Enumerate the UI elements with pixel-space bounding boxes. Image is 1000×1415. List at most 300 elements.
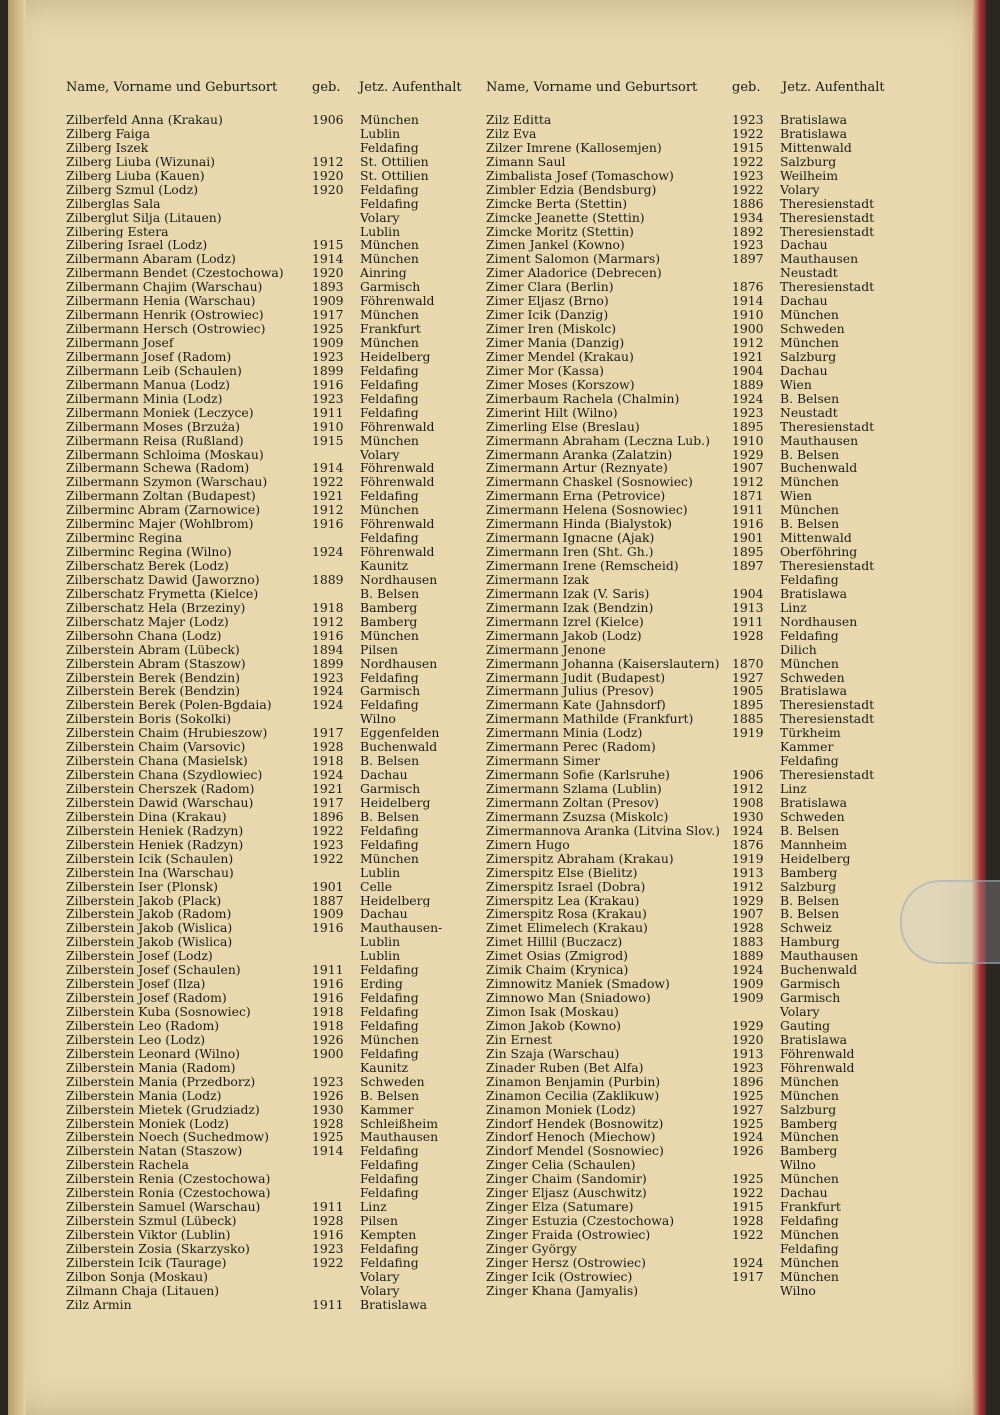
entry-name: Zimerspitz Else (Bielitz) xyxy=(486,865,638,880)
entry-name: Zimermann Simer xyxy=(486,754,601,769)
list-item xyxy=(66,754,466,768)
entry-residence: Garmisch xyxy=(360,280,421,295)
list-item xyxy=(486,796,886,810)
left-column xyxy=(66,113,466,1312)
entry-residence: Buchenwald xyxy=(780,963,858,978)
entry-residence: Schleißheim xyxy=(360,1116,438,1131)
entry-name: Zimermann Izak (V. Saris) xyxy=(486,586,650,601)
entry-residence: München xyxy=(360,503,419,518)
entry-year: 1876 xyxy=(732,280,764,295)
entry-year: 1928 xyxy=(732,628,764,643)
list-item xyxy=(486,601,886,615)
entry-name: Zimermann Abraham (Leczna Lub.) xyxy=(486,433,710,448)
entry-year xyxy=(732,1242,780,1256)
entry-name: Zimermann Kate (Jahnsdorf) xyxy=(486,698,666,713)
entry-year: 1916 xyxy=(732,517,764,532)
entry-name: Zilbermann Szymon (Warschau) xyxy=(66,475,268,490)
entry-name: Zimer Iren (Miskolc) xyxy=(486,322,617,336)
list-item xyxy=(486,880,886,894)
entry-name: Zilberg Szmul (Lodz) xyxy=(66,182,199,197)
entry-name: Zinger György xyxy=(486,1241,577,1256)
entry-year xyxy=(312,1186,360,1200)
entry-year xyxy=(312,712,360,726)
entry-year: 1916 xyxy=(312,628,344,643)
list-item xyxy=(486,308,886,322)
entry-year xyxy=(732,643,780,657)
list-item xyxy=(66,768,466,782)
entry-name: Zimer Aladorice (Debrecen) xyxy=(486,266,662,281)
list-item xyxy=(66,866,466,880)
entry-year: 1928 xyxy=(732,1214,764,1228)
entry-name: Zimerspitz Lea (Krakau) xyxy=(486,893,640,908)
entry-name: Zimcke Jeanette (Stettin) xyxy=(486,210,645,225)
list-item xyxy=(486,392,886,406)
list-item xyxy=(66,657,466,671)
entry-year: 1911 xyxy=(312,1200,344,1215)
list-item xyxy=(66,517,466,531)
entry-residence: München xyxy=(780,1088,839,1103)
list-item xyxy=(486,1061,886,1075)
entry-year: 1912 xyxy=(312,503,344,518)
entry-name: Zilberstein Moniek (Lodz) xyxy=(66,1116,229,1131)
entry-residence: Volary xyxy=(360,210,400,225)
entry-year: 1907 xyxy=(732,461,764,476)
entry-year: 1907 xyxy=(732,907,764,922)
entry-residence: Mittenwald xyxy=(780,531,852,546)
entry-residence: München xyxy=(780,1172,839,1187)
entry-name: Zilberstein Heniek (Radzyn) xyxy=(66,837,244,852)
entry-name: Zilbermann Josef xyxy=(66,336,174,350)
list-item xyxy=(486,573,886,587)
entry-year: 1915 xyxy=(732,1200,764,1215)
entry-name: Zimcke Moritz (Stettin) xyxy=(486,224,634,239)
list-item xyxy=(66,810,466,824)
entry-residence: Feldafing xyxy=(780,1241,839,1256)
list-item xyxy=(66,545,466,559)
entry-residence: Neustadt xyxy=(780,405,838,420)
book-gutter xyxy=(8,0,26,1415)
list-item xyxy=(486,754,886,768)
entry-residence: Feldafing xyxy=(360,1018,419,1033)
entry-name: Zilberstein Icik (Taurage) xyxy=(66,1255,227,1270)
entry-residence: München xyxy=(780,1228,839,1242)
entry-residence: Feldafing xyxy=(360,489,419,504)
entry-year xyxy=(732,740,780,754)
list-item xyxy=(486,322,886,336)
list-item xyxy=(66,880,466,894)
entry-residence: B. Belsen xyxy=(360,809,420,824)
entry-residence: Feldafing xyxy=(360,1241,419,1256)
entry-name: Zimet Osias (Zmigrod) xyxy=(486,949,628,964)
entry-year: 1913 xyxy=(732,865,764,880)
entry-residence: Lublin xyxy=(360,224,401,239)
header-year-right: geb. xyxy=(732,80,761,95)
entry-year: 1923 xyxy=(312,1074,344,1089)
entry-name: Zimermann Johanna (Kaiserslautern) xyxy=(486,656,720,671)
entry-year: 1886 xyxy=(732,196,764,211)
entry-residence: Mauthausen xyxy=(360,1130,439,1145)
entry-residence: Theresienstadt xyxy=(780,698,875,713)
entry-year: 1929 xyxy=(732,893,764,908)
entry-name: Zilberstein Chana (Masielsk) xyxy=(66,754,248,769)
entry-name: Zilbermann Zoltan (Budapest) xyxy=(66,489,256,504)
entry-residence: Kaunitz xyxy=(360,1060,409,1075)
entry-residence: Linz xyxy=(780,600,807,615)
list-item xyxy=(486,1103,886,1117)
list-item xyxy=(66,503,466,517)
entry-name: Zinger Estuzia (Czestochowa) xyxy=(486,1214,675,1228)
entry-residence: Buchenwald xyxy=(780,461,858,476)
entry-name: Zilberstein Josef (Schaulen) xyxy=(66,963,241,978)
entry-residence: Garmisch xyxy=(780,977,841,992)
entry-residence: B. Belsen xyxy=(780,893,840,908)
entry-residence: Weilheim xyxy=(780,168,839,183)
entry-residence: München xyxy=(780,1130,839,1145)
entry-name: Zilberstein Josef (Lodz) xyxy=(66,949,213,964)
list-item xyxy=(66,531,466,545)
entry-year xyxy=(732,1158,780,1172)
entry-name: Zimermann Szlama (Lublin) xyxy=(486,782,662,796)
entry-residence: Bratislawa xyxy=(360,1297,428,1312)
entry-name: Zimermann Artur (Reznyate) xyxy=(486,461,668,476)
entry-year xyxy=(312,1284,360,1298)
list-item xyxy=(486,1284,886,1298)
entry-name: Zilbermann Abaram (Lodz) xyxy=(66,252,236,267)
entry-residence: Feldafing xyxy=(780,628,839,643)
entry-name: Zimermann Irene (Remscheid) xyxy=(486,559,679,573)
entry-name: Zimermann Iren (Sht. Gh.) xyxy=(486,545,654,559)
list-item xyxy=(486,1130,886,1144)
entry-name: Zimermann Minia (Lodz) xyxy=(486,726,643,741)
entry-residence: Feldafing xyxy=(360,1046,419,1061)
entry-year: 1889 xyxy=(732,377,764,392)
entry-year: 1922 xyxy=(732,182,764,197)
entry-name: Zinger Elza (Satumare) xyxy=(486,1200,634,1215)
list-item xyxy=(66,1130,466,1144)
list-item xyxy=(486,336,886,350)
entry-name: Zilbering Israel (Lodz) xyxy=(66,238,208,253)
entry-residence: Lublin xyxy=(360,949,401,964)
list-item xyxy=(486,977,886,991)
entry-year: 1918 xyxy=(312,1005,344,1019)
list-item xyxy=(486,782,886,796)
entry-year: 1924 xyxy=(732,1255,764,1270)
entry-name: Zimet Hillil (Buczacz) xyxy=(486,935,623,950)
entry-year: 1926 xyxy=(312,1032,344,1047)
entry-name: Zilberstein Jakob (Wislica) xyxy=(66,921,233,936)
entry-residence: Nordhausen xyxy=(360,572,438,587)
list-item xyxy=(66,1089,466,1103)
entry-name: Zilberstein Boris (Sokolki) xyxy=(66,712,232,727)
entry-year: 1909 xyxy=(732,977,764,992)
entry-residence: Theresienstadt xyxy=(780,768,875,782)
entry-residence: München xyxy=(780,1269,839,1284)
list-item xyxy=(66,601,466,615)
entry-year: 1924 xyxy=(312,698,344,713)
entry-name: Zinamon Moniek (Lodz) xyxy=(486,1102,636,1117)
list-item xyxy=(486,238,886,252)
entry-year: 1896 xyxy=(732,1074,764,1089)
entry-name: Zilbermann Schloima (Moskau) xyxy=(66,447,264,462)
entry-residence: Garmisch xyxy=(360,782,421,796)
entry-name: Zilberstein Icik (Schaulen) xyxy=(66,851,234,866)
list-item xyxy=(486,113,886,127)
entry-year: 1923 xyxy=(312,349,344,364)
entry-year: 1928 xyxy=(732,921,764,936)
entry-residence: Nordhausen xyxy=(780,614,858,629)
list-item xyxy=(66,489,466,503)
list-item xyxy=(66,420,466,434)
entry-name: Zinader Ruben (Bet Alfa) xyxy=(486,1060,644,1075)
entry-year: 1922 xyxy=(732,154,764,169)
entry-residence: München xyxy=(360,308,419,323)
entry-year: 1911 xyxy=(312,963,344,978)
list-item xyxy=(486,294,886,308)
entry-year: 1925 xyxy=(732,1172,764,1187)
entry-year: 1930 xyxy=(312,1102,344,1117)
list-item xyxy=(66,629,466,643)
entry-name: Zilberstein Josef (Radom) xyxy=(66,991,227,1005)
entry-year: 1914 xyxy=(312,252,344,267)
entry-residence: Schweden xyxy=(780,322,845,336)
entry-name: Zilberstein Samuel (Warschau) xyxy=(66,1200,261,1215)
list-item xyxy=(486,517,886,531)
entry-year: 1912 xyxy=(732,336,764,350)
list-item xyxy=(486,448,886,462)
entry-name: Zimermann Sofie (Karlsruhe) xyxy=(486,768,670,782)
list-item xyxy=(66,949,466,963)
entry-name: Zimer Eljasz (Brno) xyxy=(486,294,609,309)
entry-year: 1899 xyxy=(312,363,344,378)
entry-residence: Feldafing xyxy=(360,1158,419,1173)
entry-name: Zinger Chaim (Sandomir) xyxy=(486,1172,647,1187)
entry-name: Zilberstein Noech (Suchedmow) xyxy=(66,1130,269,1145)
entry-name: Zinger Icik (Ostrowiec) xyxy=(486,1269,633,1284)
entry-name: Zilberfeld Anna (Krakau) xyxy=(66,113,223,127)
list-item xyxy=(486,1186,886,1200)
entry-year: 1914 xyxy=(312,1144,344,1159)
list-item xyxy=(486,225,886,239)
entry-year: 1905 xyxy=(732,684,764,699)
list-item xyxy=(66,350,466,364)
entry-residence: München xyxy=(780,308,839,323)
entry-residence: München xyxy=(360,1032,419,1047)
entry-name: Zimermann Ignacne (Ajak) xyxy=(486,531,655,546)
entry-residence: Feldafing xyxy=(780,754,839,769)
entry-residence: Feldafing xyxy=(360,377,419,392)
entry-residence: Lublin xyxy=(360,126,401,141)
entry-name: Zimermann Julius (Presov) xyxy=(486,684,654,699)
entry-year: 1910 xyxy=(732,308,764,323)
list-item xyxy=(66,1256,466,1270)
entry-residence: Dachau xyxy=(780,294,828,309)
entry-residence: Theresienstadt xyxy=(780,559,875,573)
list-item xyxy=(486,671,886,685)
entry-residence: Feldafing xyxy=(360,1255,419,1270)
entry-residence: Föhrenwald xyxy=(360,419,435,434)
list-item xyxy=(66,559,466,573)
entry-residence: B. Belsen xyxy=(360,754,420,769)
entry-year: 1904 xyxy=(732,586,764,601)
entry-year: 1909 xyxy=(312,294,344,309)
entry-year: 1922 xyxy=(732,1228,764,1242)
entry-year: 1912 xyxy=(732,475,764,490)
entry-year: 1896 xyxy=(312,809,344,824)
entry-name: Zilberschatz Frymetta (Kielce) xyxy=(66,586,259,601)
list-item xyxy=(486,1047,886,1061)
entry-residence: Bratislawa xyxy=(780,684,848,699)
entry-name: Zilberstein Abram (Staszow) xyxy=(66,656,246,671)
entry-year: 1917 xyxy=(312,795,344,810)
entry-year: 1927 xyxy=(732,670,764,685)
entry-residence: Feldafing xyxy=(780,572,839,587)
list-item xyxy=(66,475,466,489)
entry-residence: Bamberg xyxy=(780,1144,838,1159)
entry-year: 1922 xyxy=(732,126,764,141)
entry-name: Zimer Icik (Danzig) xyxy=(486,308,609,323)
entry-name: Zilberstein Viktor (Lublin) xyxy=(66,1228,231,1242)
entry-residence: Theresienstadt xyxy=(780,419,875,434)
binding-edge xyxy=(972,0,986,1415)
entry-name: Zilberstein Chaim (Varsovic) xyxy=(66,740,246,755)
entry-year: 1895 xyxy=(732,419,764,434)
entry-name: Zimerbaum Rachela (Chalmin) xyxy=(486,391,680,406)
entry-residence: Theresienstadt xyxy=(780,210,875,225)
entry-residence: Feldafing xyxy=(360,363,419,378)
entry-name: Zimermann Izrel (Kielce) xyxy=(486,614,644,629)
entry-year xyxy=(732,573,780,587)
entry-name: Zilberminc Majer (Wohlbrom) xyxy=(66,517,254,532)
entry-name: Zinger Khana (Jamyalis) xyxy=(486,1283,639,1298)
entry-residence: Feldafing xyxy=(360,698,419,713)
entry-year: 1924 xyxy=(732,963,764,978)
entry-residence: Bratislawa xyxy=(780,586,848,601)
entry-name: Zilberstein Mania (Przedborz) xyxy=(66,1074,256,1089)
entry-name: Zilbermann Manua (Lodz) xyxy=(66,377,230,392)
entry-name: Zimerling Else (Breslau) xyxy=(486,419,640,434)
entry-name: Zilberschatz Dawid (Jaworzno) xyxy=(66,572,260,587)
entry-residence: Lublin xyxy=(360,935,401,950)
entry-name: Zilberstein Ronia (Czestochowa) xyxy=(66,1186,271,1201)
entry-residence: Bamberg xyxy=(780,865,838,880)
entry-year: 1922 xyxy=(312,475,344,490)
entry-name: Zimermann Erna (Petrovice) xyxy=(486,489,666,504)
entry-name: Zindorf Mendel (Sosnowiec) xyxy=(486,1144,664,1159)
entry-year: 1923 xyxy=(312,1241,344,1256)
entry-name: Zilberstein Josef (Ilza) xyxy=(66,977,206,992)
entry-residence: Feldafing xyxy=(360,963,419,978)
entry-residence: Feldafing xyxy=(360,531,419,546)
entry-year xyxy=(312,141,360,155)
list-item xyxy=(486,1228,886,1242)
entry-residence: Dachau xyxy=(780,1186,828,1201)
entry-name: Zimermann Hinda (Bialystok) xyxy=(486,517,673,532)
entry-residence: Kammer xyxy=(360,1102,414,1117)
entry-residence: Linz xyxy=(780,782,807,796)
entry-name: Zimnowitz Maniek (Smadow) xyxy=(486,977,670,992)
entry-year: 1923 xyxy=(312,837,344,852)
entry-residence: Salzburg xyxy=(780,154,837,169)
entry-year xyxy=(312,531,360,545)
list-item xyxy=(66,796,466,810)
entry-name: Zilberstein Chana (Szydlowiec) xyxy=(66,768,263,782)
entry-residence: Feldafing xyxy=(360,670,419,685)
list-item xyxy=(66,1103,466,1117)
entry-name: Zilberstein Mania (Radom) xyxy=(66,1060,236,1075)
entry-residence: Mauthausen xyxy=(780,949,859,964)
list-item xyxy=(66,1242,466,1256)
entry-name: Zilberstein Leo (Lodz) xyxy=(66,1032,206,1047)
header-residence-right: Jetz. Aufenthalt xyxy=(782,80,885,95)
entry-residence: München xyxy=(360,252,419,267)
entry-name: Zilberstein Chaim (Hrubieszow) xyxy=(66,726,268,741)
list-item xyxy=(486,489,886,503)
list-item xyxy=(66,977,466,991)
entry-name: Zilberg Liuba (Kauen) xyxy=(66,168,205,183)
entry-residence: Volary xyxy=(780,1005,820,1019)
entry-residence: Lublin xyxy=(360,865,401,880)
entry-year: 1915 xyxy=(732,140,764,155)
entry-residence: Theresienstadt xyxy=(780,712,875,727)
entry-year: 1914 xyxy=(732,294,764,309)
list-item xyxy=(66,935,466,949)
list-item xyxy=(486,1270,886,1284)
list-item xyxy=(486,643,886,657)
list-item xyxy=(486,1089,886,1103)
entry-residence: Bratislawa xyxy=(780,795,848,810)
entry-year: 1921 xyxy=(312,489,344,504)
list-item xyxy=(66,824,466,838)
list-item xyxy=(486,406,886,420)
list-item xyxy=(486,768,886,782)
entry-residence: Kammer xyxy=(780,740,834,755)
list-item xyxy=(486,1200,886,1214)
entry-year: 1918 xyxy=(312,1018,344,1033)
entry-year: 1870 xyxy=(732,656,764,671)
list-item xyxy=(486,155,886,169)
entry-name: Zilmann Chaja (Litauen) xyxy=(66,1283,220,1298)
entry-name: Zilberstein Iser (Plonsk) xyxy=(66,879,218,894)
entry-name: Zilz Editta xyxy=(486,113,552,127)
entry-name: Zilberstein Leonard (Wilno) xyxy=(66,1046,241,1061)
entry-name: Zimon Jakob (Kowno) xyxy=(486,1018,621,1033)
entry-residence: Föhrenwald xyxy=(780,1046,855,1061)
entry-year: 1910 xyxy=(732,433,764,448)
list-item xyxy=(66,183,466,197)
entry-name: Zilberstein Kuba (Sosnowiec) xyxy=(66,1005,251,1019)
entry-residence: Eggenfelden xyxy=(360,726,440,741)
entry-name: Zilbering Estera xyxy=(66,224,169,239)
entry-name: Zinamon Benjamin (Purbin) xyxy=(486,1074,661,1089)
list-item xyxy=(486,461,886,475)
entry-name: Zimermann Perec (Radom) xyxy=(486,740,656,755)
list-item xyxy=(66,155,466,169)
entry-name: Zinger Eljasz (Auschwitz) xyxy=(486,1186,647,1201)
list-item xyxy=(66,141,466,155)
entry-name: Zilberstein Dina (Krakau) xyxy=(66,809,227,824)
entry-residence: B. Belsen xyxy=(780,391,840,406)
entry-year: 1914 xyxy=(312,461,344,476)
entry-residence: Dachau xyxy=(360,768,408,782)
list-item xyxy=(66,963,466,977)
entry-residence: B. Belsen xyxy=(360,586,420,601)
entry-year: 1901 xyxy=(312,879,344,894)
list-item xyxy=(486,350,886,364)
entry-year: 1883 xyxy=(732,935,764,950)
entry-year: 1889 xyxy=(732,949,764,964)
entry-residence: Schweden xyxy=(360,1074,425,1089)
entry-name: Zin Szaja (Warschau) xyxy=(486,1046,620,1061)
